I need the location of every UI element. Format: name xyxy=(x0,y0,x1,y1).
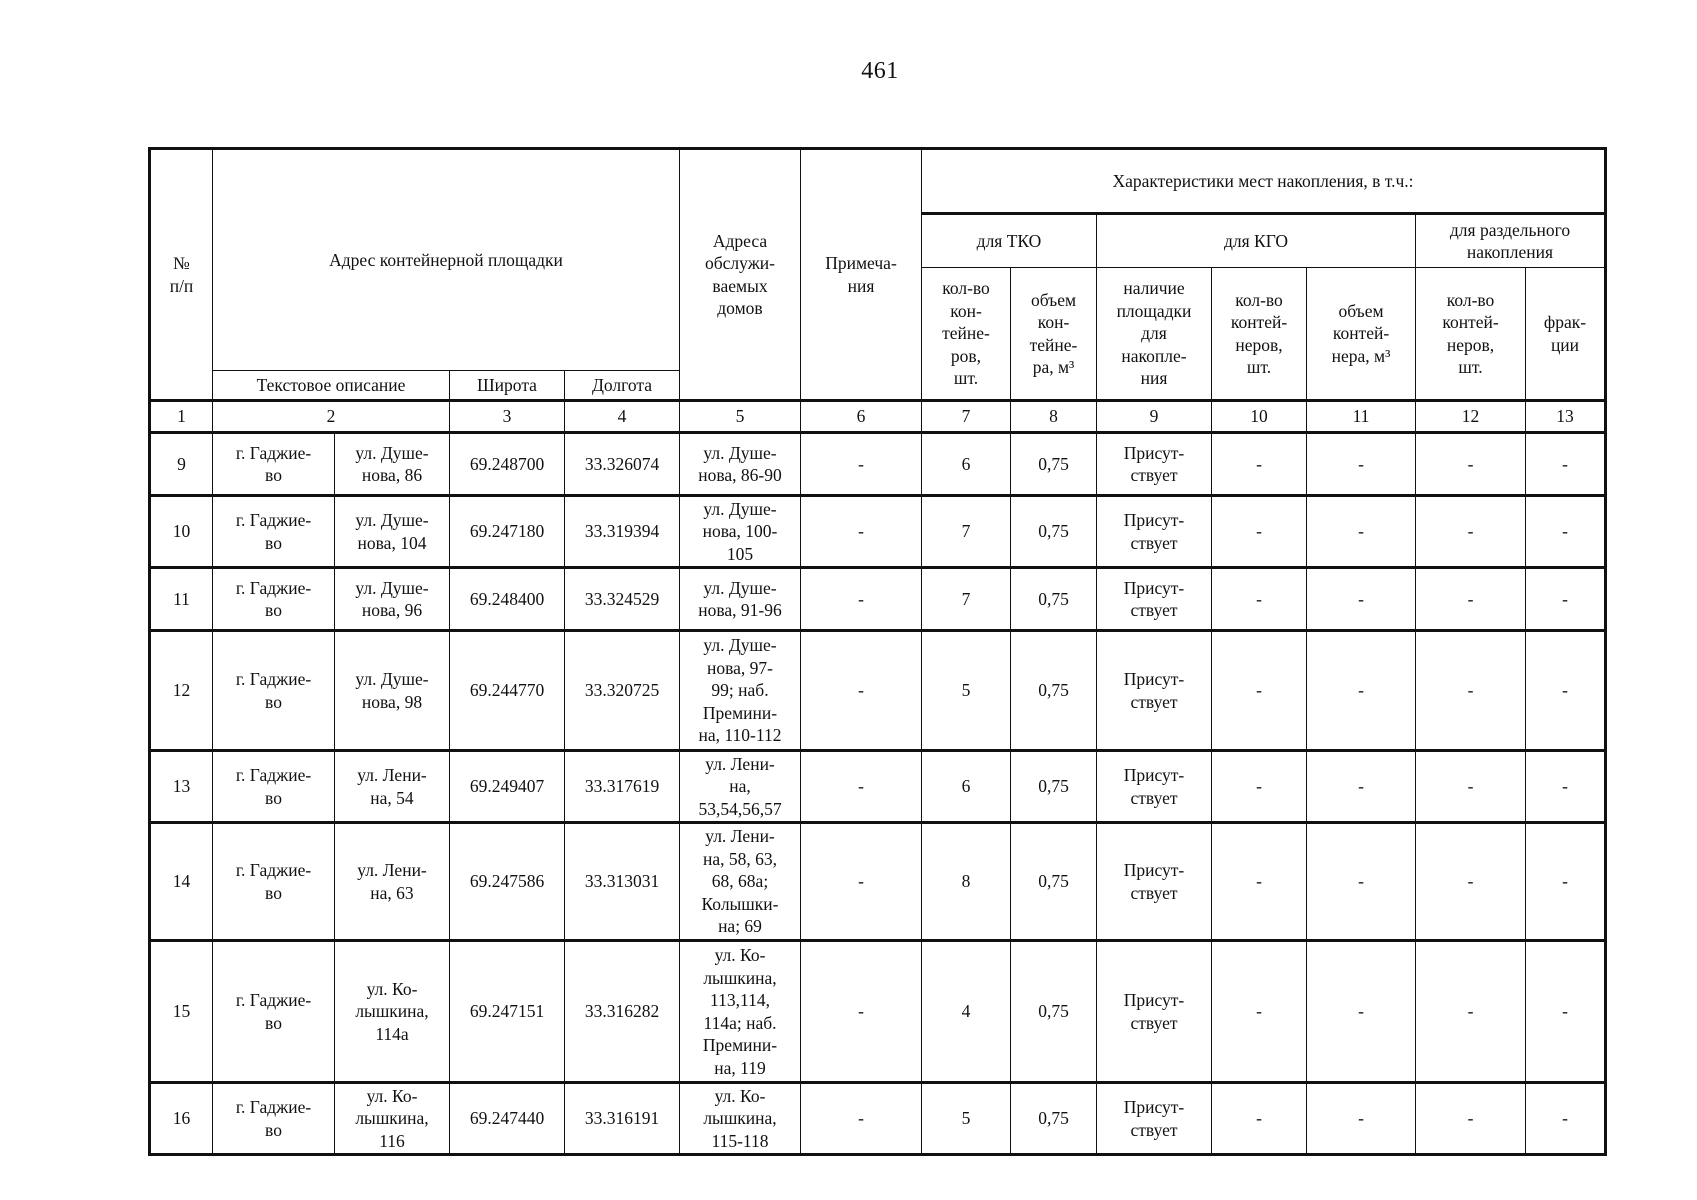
container-sites-table xyxy=(148,147,1607,1156)
header-sep-count: кол-во контей- неров, шт. xyxy=(1416,268,1526,401)
sep-count-cell: - xyxy=(1416,433,1526,496)
header-latitude: Широта xyxy=(450,371,565,401)
table-row xyxy=(150,631,1606,751)
served-addresses-cell: ул. Душе- нова, 91-96 xyxy=(680,568,801,631)
table-row xyxy=(150,433,1606,496)
kgo-count-cell: - xyxy=(1212,1083,1307,1155)
served-addresses-cell: ул. Лени- на, 53,54,56,57 xyxy=(680,751,801,823)
sep-count-cell: - xyxy=(1416,823,1526,941)
street-cell: ул. Душе- нова, 98 xyxy=(335,631,450,751)
sep-fractions-cell: - xyxy=(1526,1083,1606,1155)
column-number: 5 xyxy=(680,401,801,433)
table-row xyxy=(150,941,1606,1083)
kgo-count-cell: - xyxy=(1212,568,1307,631)
latitude-cell: 69.247440 xyxy=(450,1083,565,1155)
kgo-volume-cell: - xyxy=(1307,1083,1416,1155)
served-addresses-cell: ул. Душе- нова, 97- 99; наб. Премини- на, 110-112 xyxy=(680,631,801,751)
street-cell: ул. Душе- нова, 104 xyxy=(335,496,450,568)
kgo-count-cell: - xyxy=(1212,631,1307,751)
column-number: 4 xyxy=(565,401,680,433)
note-cell: - xyxy=(801,496,922,568)
tko-count-cell: 4 xyxy=(922,941,1011,1083)
kgo-volume-cell: - xyxy=(1307,823,1416,941)
row-number: 9 xyxy=(150,433,213,496)
kgo-presence-cell: Присут- ствует xyxy=(1097,751,1212,823)
latitude-cell: 69.247151 xyxy=(450,941,565,1083)
sep-count-cell: - xyxy=(1416,1083,1526,1155)
kgo-count-cell: - xyxy=(1212,433,1307,496)
kgo-volume-cell: - xyxy=(1307,433,1416,496)
sep-fractions-cell: - xyxy=(1526,823,1606,941)
longitude-cell: 33.324529 xyxy=(565,568,680,631)
latitude-cell: 69.244770 xyxy=(450,631,565,751)
kgo-presence-cell: Присут- ствует xyxy=(1097,941,1212,1083)
row-number: 15 xyxy=(150,941,213,1083)
column-number: 12 xyxy=(1416,401,1526,433)
header-tko: для ТКО xyxy=(922,214,1097,268)
served-addresses-cell: ул. Ко- лышкина, 115-118 xyxy=(680,1083,801,1155)
table-row xyxy=(150,568,1606,631)
city-cell: г. Гаджие- во xyxy=(213,823,335,941)
row-number: 10 xyxy=(150,496,213,568)
column-number: 2 xyxy=(213,401,450,433)
sep-fractions-cell: - xyxy=(1526,631,1606,751)
sep-count-cell: - xyxy=(1416,631,1526,751)
city-cell: г. Гаджие- во xyxy=(213,941,335,1083)
street-cell: ул. Лени- на, 54 xyxy=(335,751,450,823)
row-number: 12 xyxy=(150,631,213,751)
header-kgo-volume: объем контей- нера, м³ xyxy=(1307,268,1416,401)
sep-count-cell: - xyxy=(1416,751,1526,823)
column-number: 6 xyxy=(801,401,922,433)
sep-count-cell: - xyxy=(1416,496,1526,568)
column-number: 3 xyxy=(450,401,565,433)
kgo-presence-cell: Присут- ствует xyxy=(1097,433,1212,496)
header-notes: Примеча- ния xyxy=(801,149,922,401)
note-cell: - xyxy=(801,631,922,751)
sep-fractions-cell: - xyxy=(1526,568,1606,631)
kgo-volume-cell: - xyxy=(1307,941,1416,1083)
latitude-cell: 69.247586 xyxy=(450,823,565,941)
note-cell: - xyxy=(801,433,922,496)
tko-volume-cell: 0,75 xyxy=(1011,568,1097,631)
tko-volume-cell: 0,75 xyxy=(1011,823,1097,941)
tko-volume-cell: 0,75 xyxy=(1011,1083,1097,1155)
column-number: 9 xyxy=(1097,401,1212,433)
sep-fractions-cell: - xyxy=(1526,433,1606,496)
kgo-count-cell: - xyxy=(1212,751,1307,823)
street-cell: ул. Ко- лышкина, 116 xyxy=(335,1083,450,1155)
table-row xyxy=(150,496,1606,568)
table-row xyxy=(150,751,1606,823)
row-number: 11 xyxy=(150,568,213,631)
header-separate: для раздельного накопления xyxy=(1416,214,1606,268)
tko-count-cell: 7 xyxy=(922,496,1011,568)
tko-count-cell: 6 xyxy=(922,751,1011,823)
kgo-presence-cell: Присут- ствует xyxy=(1097,823,1212,941)
note-cell: - xyxy=(801,1083,922,1155)
header-kgo-count: кол-во контей- неров, шт. xyxy=(1212,268,1307,401)
sep-fractions-cell: - xyxy=(1526,751,1606,823)
served-addresses-cell: ул. Душе- нова, 86-90 xyxy=(680,433,801,496)
tko-volume-cell: 0,75 xyxy=(1011,496,1097,568)
longitude-cell: 33.326074 xyxy=(565,433,680,496)
kgo-volume-cell: - xyxy=(1307,568,1416,631)
latitude-cell: 69.249407 xyxy=(450,751,565,823)
tko-volume-cell: 0,75 xyxy=(1011,433,1097,496)
page-number: 461 xyxy=(861,58,899,84)
kgo-count-cell: - xyxy=(1212,823,1307,941)
sep-fractions-cell: - xyxy=(1526,496,1606,568)
kgo-presence-cell: Присут- ствует xyxy=(1097,1083,1212,1155)
column-number: 8 xyxy=(1011,401,1097,433)
tko-count-cell: 7 xyxy=(922,568,1011,631)
kgo-presence-cell: Присут- ствует xyxy=(1097,631,1212,751)
header-characteristics: Характеристики мест накопления, в т.ч.: xyxy=(922,149,1606,214)
header-text-description: Текстовое описание xyxy=(213,371,450,401)
header-num: № п/п xyxy=(150,149,213,401)
served-addresses-cell: ул. Душе- нова, 100- 105 xyxy=(680,496,801,568)
tko-volume-cell: 0,75 xyxy=(1011,751,1097,823)
kgo-presence-cell: Присут- ствует xyxy=(1097,496,1212,568)
header-longitude: Долгота xyxy=(565,371,680,401)
longitude-cell: 33.316282 xyxy=(565,941,680,1083)
served-addresses-cell: ул. Лени- на, 58, 63, 68, 68а; Колышки- на; 69 xyxy=(680,823,801,941)
column-number: 10 xyxy=(1212,401,1307,433)
column-number: 1 xyxy=(150,401,213,433)
kgo-volume-cell: - xyxy=(1307,496,1416,568)
tko-count-cell: 6 xyxy=(922,433,1011,496)
kgo-count-cell: - xyxy=(1212,941,1307,1083)
city-cell: г. Гаджие- во xyxy=(213,433,335,496)
column-number: 7 xyxy=(922,401,1011,433)
column-number: 13 xyxy=(1526,401,1606,433)
column-number: 11 xyxy=(1307,401,1416,433)
kgo-count-cell: - xyxy=(1212,496,1307,568)
city-cell: г. Гаджие- во xyxy=(213,568,335,631)
header-served-addresses: Адреса обслужи- ваемых домов xyxy=(680,149,801,401)
header-tko-count: кол-во кон- тейне- ров, шт. xyxy=(922,268,1011,401)
header-kgo: для КГО xyxy=(1097,214,1416,268)
note-cell: - xyxy=(801,941,922,1083)
longitude-cell: 33.319394 xyxy=(565,496,680,568)
latitude-cell: 69.247180 xyxy=(450,496,565,568)
tko-volume-cell: 0,75 xyxy=(1011,631,1097,751)
sep-fractions-cell: - xyxy=(1526,941,1606,1083)
sep-count-cell: - xyxy=(1416,941,1526,1083)
city-cell: г. Гаджие- во xyxy=(213,631,335,751)
served-addresses-cell: ул. Ко- лышкина, 113,114, 114а; наб. Премини- на, 119 xyxy=(680,941,801,1083)
kgo-volume-cell: - xyxy=(1307,751,1416,823)
tko-count-cell: 5 xyxy=(922,1083,1011,1155)
note-cell: - xyxy=(801,751,922,823)
header-tko-volume: объем кон- тейне- ра, м³ xyxy=(1011,268,1097,401)
column-number-row xyxy=(150,401,1606,433)
tko-count-cell: 8 xyxy=(922,823,1011,941)
header-address: Адрес контейнерной площадки xyxy=(213,149,680,371)
longitude-cell: 33.313031 xyxy=(565,823,680,941)
longitude-cell: 33.320725 xyxy=(565,631,680,751)
table-row xyxy=(150,1083,1606,1155)
latitude-cell: 69.248700 xyxy=(450,433,565,496)
street-cell: ул. Лени- на, 63 xyxy=(335,823,450,941)
street-cell: ул. Душе- нова, 86 xyxy=(335,433,450,496)
longitude-cell: 33.317619 xyxy=(565,751,680,823)
row-number: 13 xyxy=(150,751,213,823)
kgo-presence-cell: Присут- ствует xyxy=(1097,568,1212,631)
tko-count-cell: 5 xyxy=(922,631,1011,751)
row-number: 16 xyxy=(150,1083,213,1155)
longitude-cell: 33.316191 xyxy=(565,1083,680,1155)
city-cell: г. Гаджие- во xyxy=(213,496,335,568)
city-cell: г. Гаджие- во xyxy=(213,751,335,823)
latitude-cell: 69.248400 xyxy=(450,568,565,631)
street-cell: ул. Ко- лышкина, 114а xyxy=(335,941,450,1083)
header-sep-fractions: фрак- ции xyxy=(1526,268,1606,401)
sep-count-cell: - xyxy=(1416,568,1526,631)
table-row xyxy=(150,823,1606,941)
city-cell: г. Гаджие- во xyxy=(213,1083,335,1155)
tko-volume-cell: 0,75 xyxy=(1011,941,1097,1083)
street-cell: ул. Душе- нова, 96 xyxy=(335,568,450,631)
note-cell: - xyxy=(801,823,922,941)
row-number: 14 xyxy=(150,823,213,941)
note-cell: - xyxy=(801,568,922,631)
kgo-volume-cell: - xyxy=(1307,631,1416,751)
header-kgo-presence: наличие площадки для накопле- ния xyxy=(1097,268,1212,401)
